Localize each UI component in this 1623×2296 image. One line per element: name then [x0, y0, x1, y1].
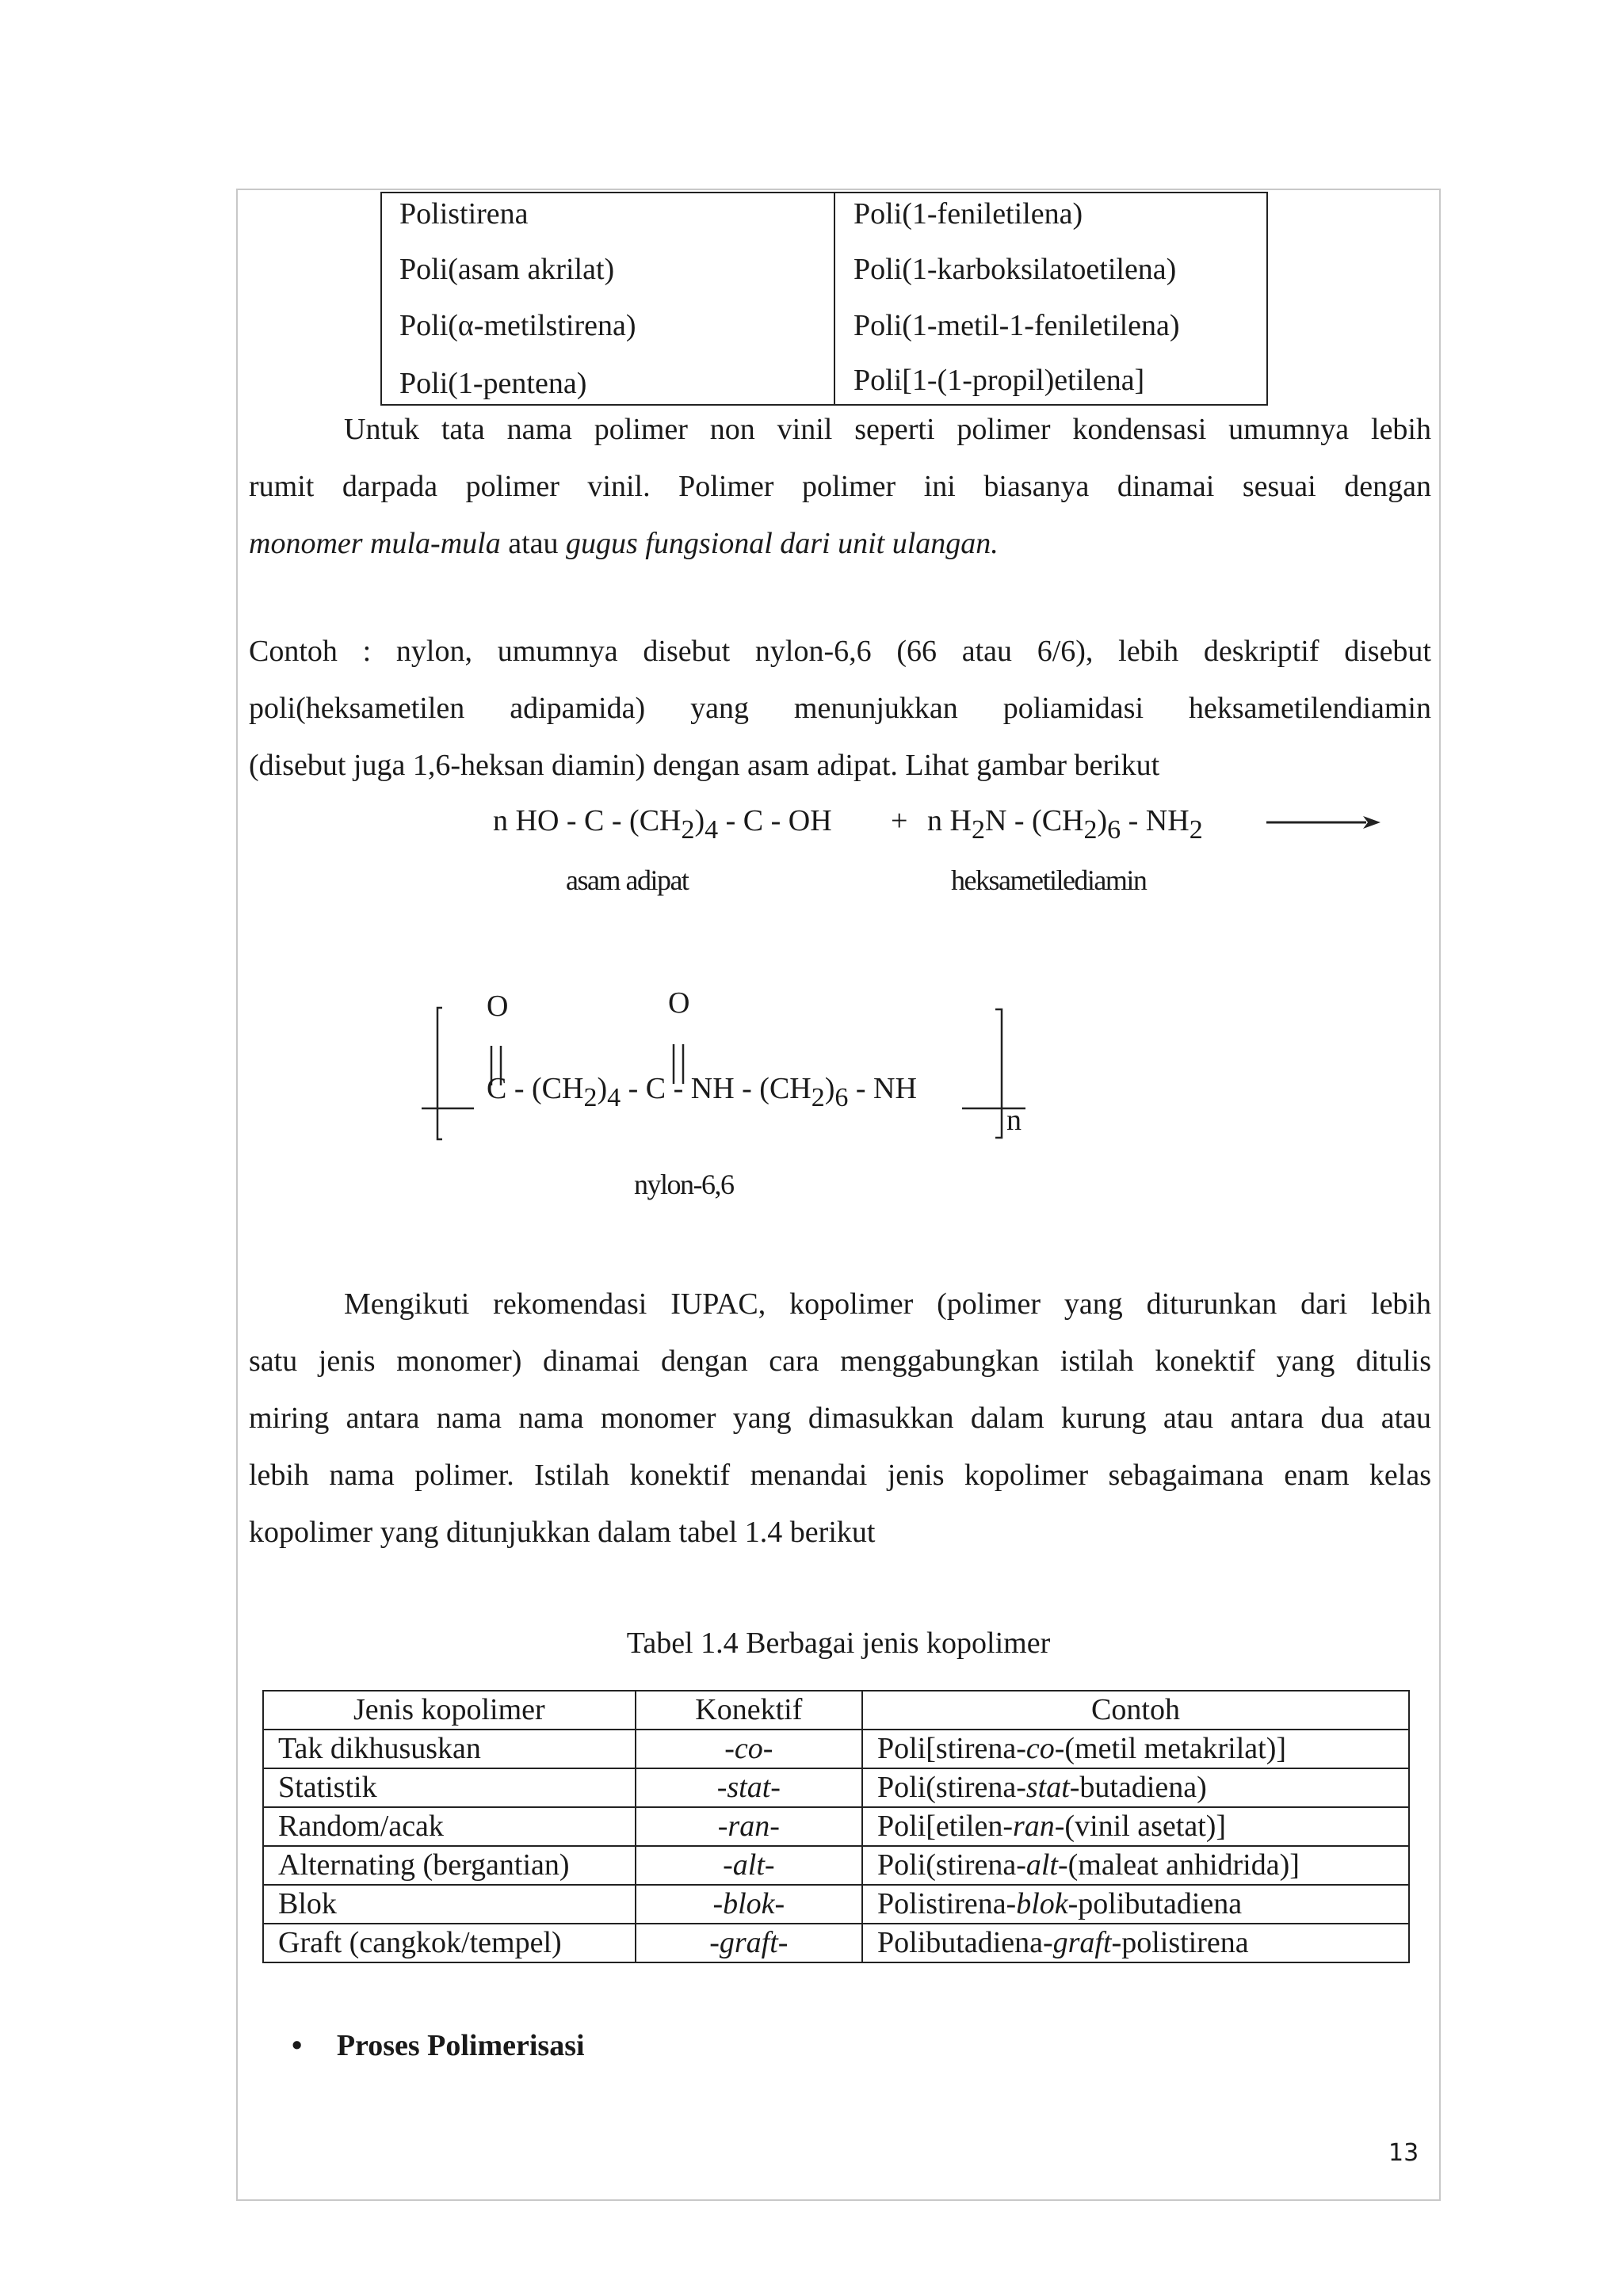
- connector-text: atau: [500, 527, 566, 560]
- table-row: [263, 1846, 1409, 1885]
- reactant-hexamethylenediamine: n $H_2N - (CH_2)_6 - NH_2$: [927, 804, 1203, 845]
- cell-contoh: Poli(stirena-stat-butadiena): [862, 1768, 1409, 1807]
- paragraph-line: (disebut juga 1,6-heksan diamin) dengan asam adipat. Lihat gambar berikut: [249, 749, 1160, 782]
- cell-contoh: Poli(stirena-alt-(maleat anhidrida)]: [862, 1846, 1409, 1885]
- section-heading: [292, 2028, 585, 2063]
- polymer-repeat-unit: C - $(CH_2)_4$ - C - NH - $(CH_2)_6$ - NH: [487, 1072, 917, 1112]
- italic-text: gugus fungsional dari unit ulangan.: [566, 527, 999, 560]
- paragraph-line: poli(heksametilen adipamida) yang menunjukkan poliamidasi heksametilendiamin: [249, 692, 1431, 725]
- cell-jenis: Random/acak: [263, 1807, 636, 1846]
- common-name-1: Polistirena: [399, 197, 529, 231]
- table-row: [263, 1768, 1409, 1807]
- paragraph-line: rumit darpada polimer vinil. Polimer polimer ini biasanya dinamai sesuai dengan: [249, 470, 1431, 503]
- paragraph-line: Contoh : nylon, umumnya disebut nylon-6,6 (66 atau 6/6), lebih deskriptif disebut: [249, 635, 1431, 668]
- cell-konektif: -ran-: [636, 1807, 862, 1846]
- cell-konektif: -alt-: [636, 1846, 862, 1885]
- common-name-2: Poli(asam akrilat): [399, 253, 615, 286]
- repeat-count: n: [1006, 1104, 1022, 1137]
- cell-contoh: Polistirena-blok-polibutadiena: [862, 1885, 1409, 1924]
- label-hexamethylenediamine: heksametilediamin: [951, 864, 1147, 896]
- cell-jenis: Graft (cangkok/tempel): [263, 1924, 636, 1962]
- cell-konektif: -stat-: [636, 1768, 862, 1807]
- label-nylon: nylon-6,6: [634, 1169, 734, 1200]
- cell-contoh: Poli[etilen-ran-(vinil asetat)]: [862, 1807, 1409, 1846]
- table-row: [263, 1807, 1409, 1846]
- table-header-row: [263, 1691, 1409, 1730]
- table-row: [263, 1924, 1409, 1962]
- iupac-name-3: Poli(1-metil-1-feniletilena): [854, 309, 1180, 342]
- section-title: Proses Polimerisasi: [336, 2029, 585, 2062]
- oxygen-atom-1: O: [487, 990, 509, 1023]
- oxygen-atom-2: O: [668, 986, 690, 1020]
- table-row: [263, 1730, 1409, 1768]
- common-name-3: Poli(α-metilstirena): [399, 309, 636, 342]
- copolymer-table: [262, 1690, 1410, 1963]
- table-caption: Tabel 1.4 Berbagai jenis kopolimer: [626, 1627, 1051, 1660]
- cell-konektif: -co-: [636, 1730, 862, 1768]
- italic-text: monomer mula-mula: [249, 527, 501, 560]
- label-adipic-acid: asam adipat: [566, 864, 689, 896]
- paragraph-iupac-copolymer: [249, 1276, 1431, 1561]
- cell-jenis: Blok: [263, 1885, 636, 1924]
- cell-contoh: Poli[stirena-co-(metil metakrilat)]: [862, 1730, 1409, 1768]
- paragraph-line: miring antara nama nama monomer yang dimasukkan dalam kurung atau antara dua atau: [249, 1402, 1431, 1435]
- common-name-4: Poli(1-pentena): [399, 367, 587, 400]
- header-konektif: Konektif: [636, 1691, 862, 1730]
- table-column-divider: [834, 193, 835, 404]
- reactant-adipic-acid: n HO - C - $(CH_2)_4$ - C - OH: [493, 804, 832, 845]
- iupac-name-1: Poli(1-feniletilena): [854, 197, 1083, 231]
- header-contoh: Contoh: [862, 1691, 1409, 1730]
- cell-contoh: Polibutadiena-graft-polistirena: [862, 1924, 1409, 1962]
- table-row: [263, 1885, 1409, 1924]
- page-number: 13: [1388, 2139, 1419, 2167]
- header-jenis: Jenis kopolimer: [263, 1691, 636, 1730]
- reaction-arrow-icon: [1265, 811, 1384, 835]
- paragraph-line: lebih nama polimer. Istilah konektif menandai jenis kopolimer sebagaimana enam kelas: [249, 1459, 1431, 1492]
- paragraph-line: satu jenis monomer) dinamai dengan cara menggabungkan istilah konektif yang ditulis: [249, 1344, 1431, 1378]
- cell-jenis: Statistik: [263, 1768, 636, 1807]
- cell-jenis: Tak dikhususkan: [263, 1730, 636, 1768]
- paragraph-line: Untuk tata nama polimer non vinil seperti polimer kondensasi umumnya lebih: [344, 413, 1431, 446]
- cell-jenis: Alternating (bergantian): [263, 1846, 636, 1885]
- bullet-icon: •: [292, 2029, 303, 2062]
- polymer-names-table: [380, 192, 1268, 406]
- paragraph-line: [249, 515, 1431, 572]
- paragraph-example: [249, 623, 1431, 794]
- paragraph-line: kopolimer yang ditunjukkan dalam tabel 1.4 berikut: [249, 1516, 876, 1549]
- paragraph-line: Mengikuti rekomendasi IUPAC, kopolimer (polimer yang diturunkan dari lebih: [344, 1287, 1431, 1321]
- paragraph-nonvinyl: [249, 401, 1431, 572]
- iupac-name-4: Poli[1-(1-propil)etilena]: [854, 364, 1145, 397]
- cell-konektif: -graft-: [636, 1924, 862, 1962]
- plus-sign: +: [891, 804, 908, 837]
- cell-konektif: -blok-: [636, 1885, 862, 1924]
- iupac-name-2: Poli(1-karboksilatoetilena): [854, 253, 1177, 286]
